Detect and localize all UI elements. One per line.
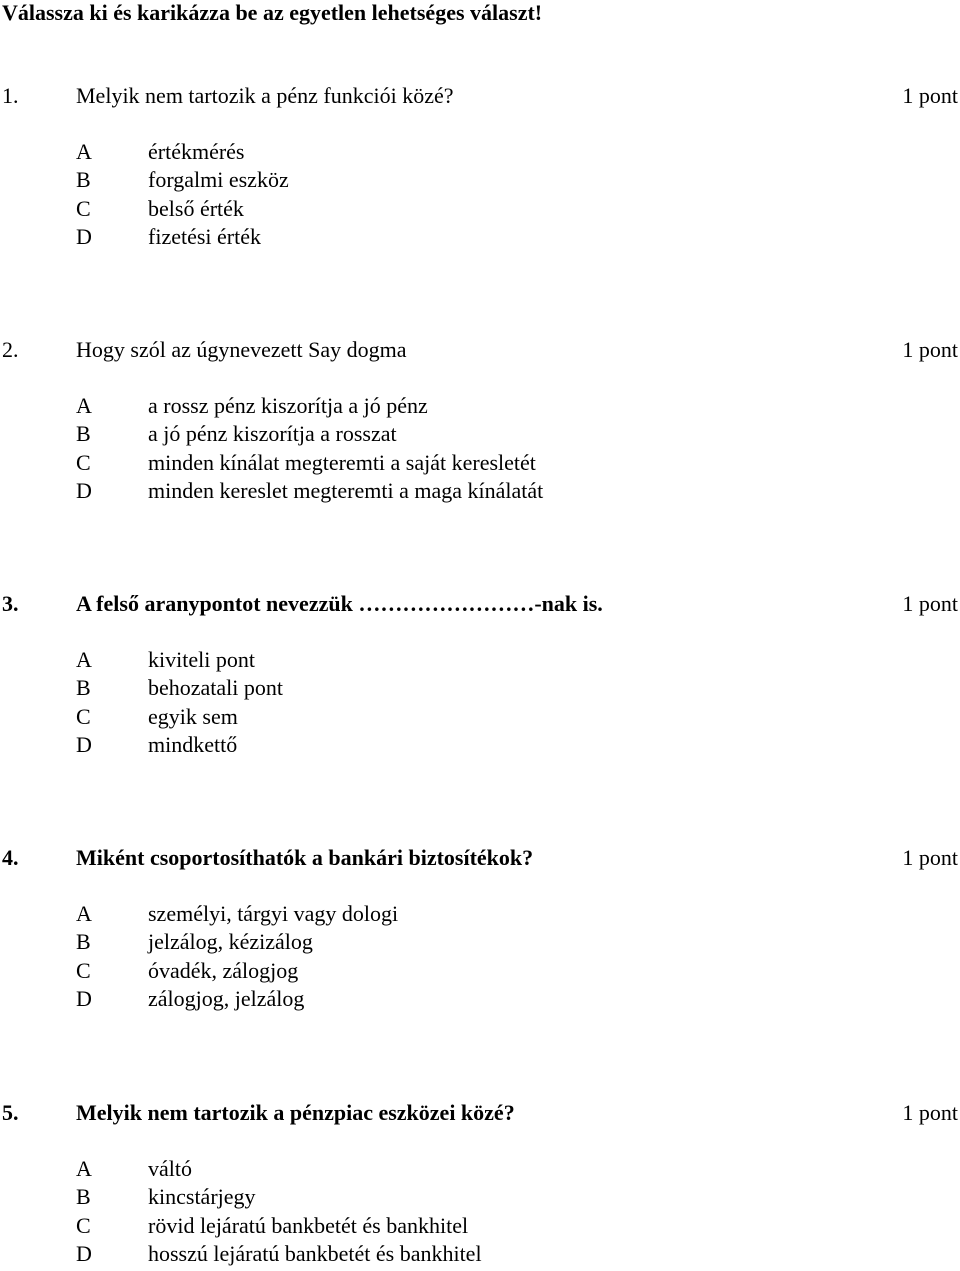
option-b[interactable] — [0, 674, 960, 702]
option-letter: B — [76, 1184, 91, 1210]
option-text: óvadék, zálogjog — [148, 957, 299, 983]
option-list — [0, 392, 960, 506]
option-letter: D — [76, 224, 92, 250]
option-text: a rossz pénz kiszorítja a jó pénz — [148, 393, 428, 418]
option-letter: C — [76, 957, 91, 983]
option-d[interactable] — [0, 477, 960, 505]
option-letter: D — [76, 986, 92, 1012]
option-text: minden kereslet megteremti a maga kínálatát — [148, 478, 544, 504]
option-letter: D — [76, 1241, 92, 1267]
option-letter: C — [76, 1212, 91, 1238]
question-text: Miként csoportosíthatók a bankári biztosítékok? — [76, 845, 534, 870]
question-text: Melyik nem tartozik a pénzpiac eszközei közé? — [76, 1100, 515, 1125]
question-header — [0, 1099, 960, 1127]
option-letter: C — [76, 703, 91, 729]
option-letter: D — [76, 732, 92, 758]
option-d[interactable] — [0, 731, 960, 759]
question-text: A felső aranypontot nevezzük ……………………-nak is. — [76, 591, 603, 616]
question-1 — [0, 82, 960, 252]
option-b[interactable] — [0, 420, 960, 448]
option-letter: B — [76, 167, 91, 193]
option-d[interactable] — [0, 985, 960, 1013]
option-b[interactable] — [0, 1183, 960, 1211]
question-points: 1 pont — [902, 83, 958, 108]
option-text: mindkettő — [148, 732, 238, 758]
question-header — [0, 590, 960, 618]
option-list — [0, 1155, 960, 1269]
option-letter: D — [76, 478, 92, 504]
option-a[interactable] — [0, 900, 960, 928]
question-number: 5. — [2, 1100, 19, 1125]
option-a[interactable] — [0, 138, 960, 166]
option-text: zálogjog, jelzálog — [148, 986, 305, 1012]
instruction-heading: Válassza ki és karikázza be az egyetlen lehetséges választ! — [2, 0, 543, 25]
option-c[interactable] — [0, 1212, 960, 1240]
option-a[interactable] — [0, 1155, 960, 1183]
question-number: 3. — [2, 591, 19, 616]
question-4 — [0, 844, 960, 1014]
question-header — [0, 336, 960, 364]
option-list — [0, 646, 960, 760]
option-letter: B — [76, 421, 91, 447]
question-2 — [0, 336, 960, 506]
option-b[interactable] — [0, 928, 960, 956]
option-c[interactable] — [0, 195, 960, 223]
option-text: egyik sem — [148, 703, 238, 729]
question-3 — [0, 590, 960, 760]
question-points: 1 pont — [902, 1100, 958, 1125]
question-points: 1 pont — [902, 591, 958, 616]
option-text: a jó pénz kiszorítja a rosszat — [148, 421, 397, 447]
option-text: értékmérés — [148, 139, 245, 164]
question-text: Melyik nem tartozik a pénz funkciói közé? — [76, 83, 454, 108]
question-header — [0, 844, 960, 872]
option-letter: C — [76, 449, 91, 475]
option-a[interactable] — [0, 392, 960, 420]
option-text: minden kínálat megteremti a saját keresletét — [148, 449, 536, 475]
option-letter: B — [76, 929, 91, 955]
option-letter: A — [76, 1156, 92, 1181]
option-letter: A — [76, 139, 92, 164]
question-points: 1 pont — [902, 337, 958, 362]
question-5 — [0, 1099, 960, 1269]
option-text: jelzálog, kézizálog — [148, 929, 313, 955]
option-letter: A — [76, 647, 92, 672]
question-number: 2. — [2, 337, 19, 362]
option-list — [0, 138, 960, 252]
option-text: hosszú lejáratú bankbetét és bankhitel — [148, 1241, 482, 1267]
question-text: Hogy szól az úgynevezett Say dogma — [76, 337, 407, 362]
option-d[interactable] — [0, 223, 960, 251]
option-text: behozatali pont — [148, 675, 284, 701]
option-c[interactable] — [0, 449, 960, 477]
option-d[interactable] — [0, 1240, 960, 1268]
option-b[interactable] — [0, 166, 960, 194]
option-letter: C — [76, 195, 91, 221]
option-letter: B — [76, 675, 91, 701]
question-header — [0, 82, 960, 110]
option-a[interactable] — [0, 646, 960, 674]
option-text: rövid lejáratú bankbetét és bankhitel — [148, 1212, 469, 1238]
option-list — [0, 900, 960, 1014]
option-text: fizetési érték — [148, 224, 261, 250]
option-text: váltó — [148, 1156, 192, 1181]
option-text: személyi, tárgyi vagy dologi — [148, 901, 399, 926]
question-number: 1. — [2, 83, 19, 108]
option-c[interactable] — [0, 703, 960, 731]
question-number: 4. — [2, 845, 19, 870]
option-letter: A — [76, 393, 92, 418]
option-text: forgalmi eszköz — [148, 167, 289, 193]
question-points: 1 pont — [902, 845, 958, 870]
option-text: kincstárjegy — [148, 1184, 256, 1210]
option-text: kiviteli pont — [148, 647, 255, 672]
option-c[interactable] — [0, 957, 960, 985]
option-letter: A — [76, 901, 92, 926]
option-text: belső érték — [148, 195, 244, 221]
